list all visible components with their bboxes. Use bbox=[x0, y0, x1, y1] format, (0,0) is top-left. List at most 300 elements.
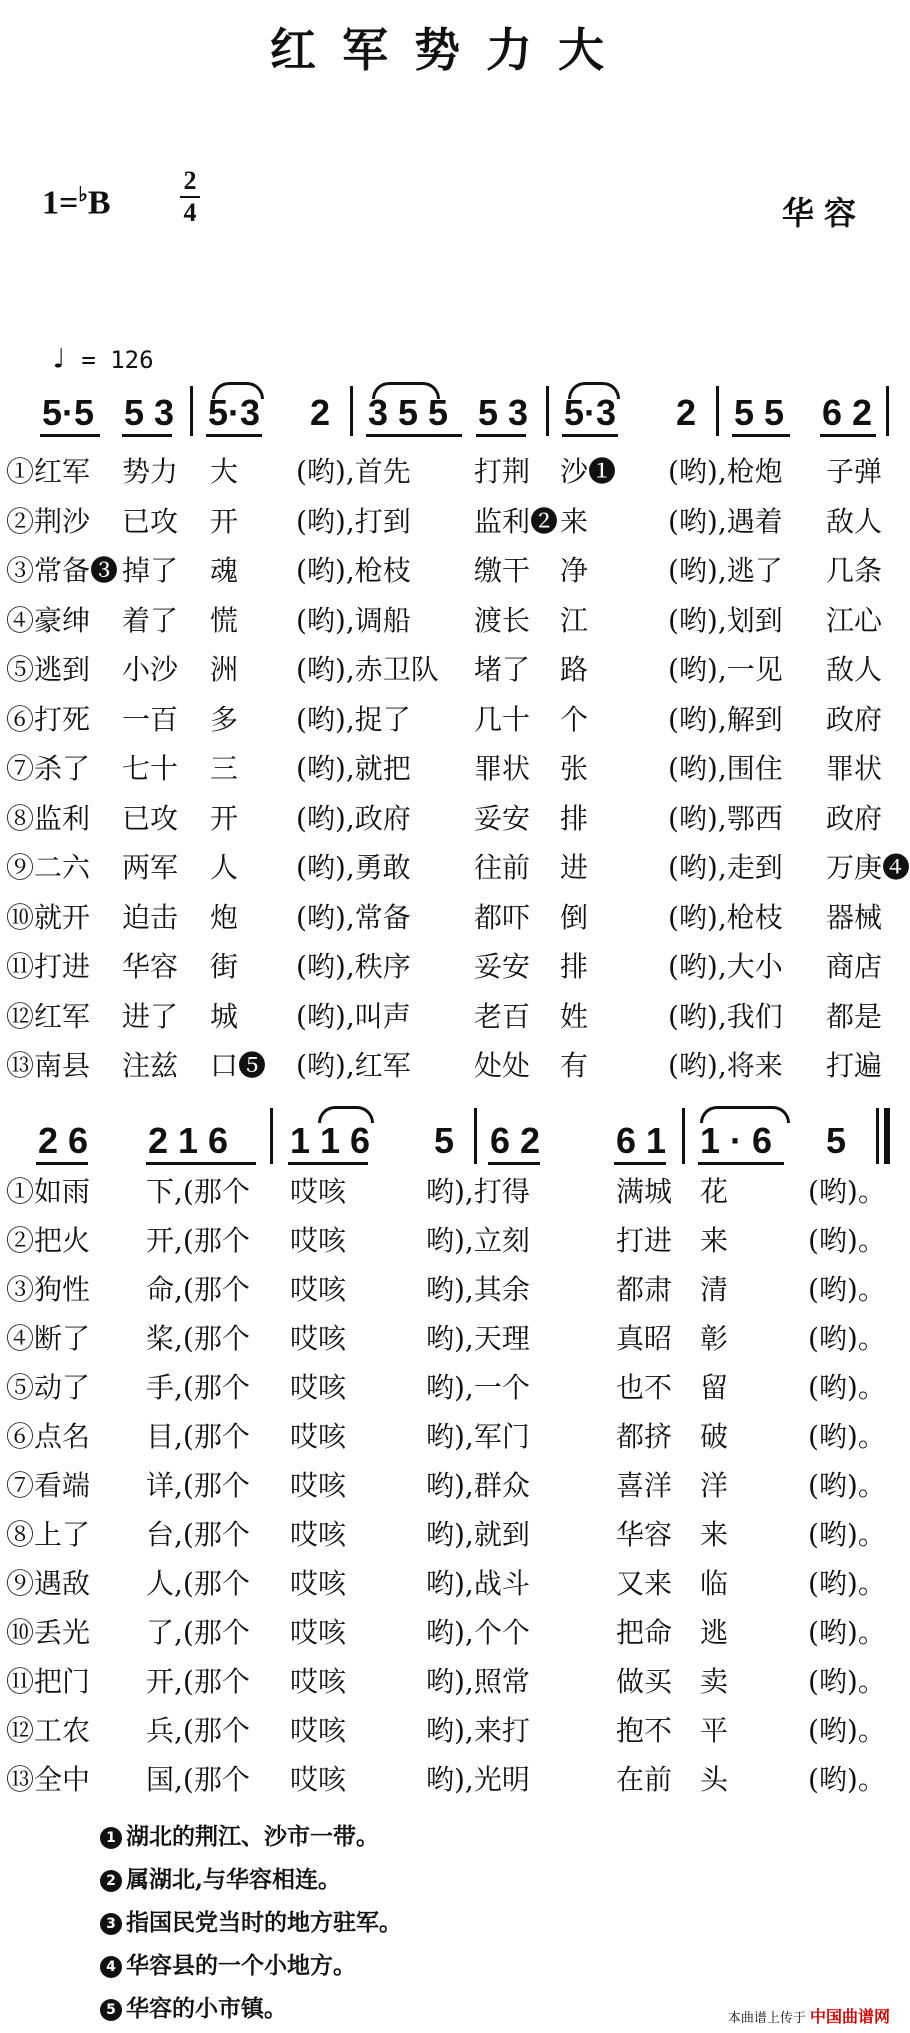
lyric-cell: 哎咳 bbox=[290, 1518, 347, 1551]
lyric-cell: 抱不 bbox=[616, 1714, 673, 1747]
bar-line bbox=[474, 1108, 477, 1164]
lyric-cell: ③狗性 bbox=[6, 1273, 91, 1306]
lyric-cell: 罪状 bbox=[474, 752, 531, 785]
bar-line bbox=[546, 386, 549, 436]
lyric-cell: (哟),捉了 bbox=[296, 702, 411, 736]
lyric-cell: (哟),解到 bbox=[668, 702, 783, 736]
notation-line-1 bbox=[0, 392, 900, 442]
lyric-cell: 哎咳 bbox=[290, 1322, 347, 1355]
lyric-cell: 几十 bbox=[474, 702, 531, 736]
bar-line bbox=[270, 1108, 273, 1164]
lyric-cell: 监利❷ bbox=[474, 504, 559, 538]
underline bbox=[698, 1162, 784, 1165]
key-note: B bbox=[87, 184, 111, 222]
lyric-cell: ④豪绅 bbox=[6, 603, 91, 637]
lyric-cell: (哟),政府 bbox=[296, 801, 411, 835]
underline bbox=[476, 434, 526, 437]
lyric-cell: (哟),划到 bbox=[668, 603, 783, 637]
lyric-cell: 哟),战斗 bbox=[426, 1567, 530, 1600]
lyric-cell: (哟),常备 bbox=[296, 900, 411, 934]
region-label: 华容 bbox=[781, 194, 866, 232]
lyric-cell: 处处 bbox=[474, 1049, 531, 1082]
lyric-cell: 详,(那个 bbox=[146, 1469, 250, 1502]
lyric-cell: 魂 bbox=[210, 554, 239, 587]
lyric-cell: 来 bbox=[560, 504, 589, 538]
note-group: 5·5 bbox=[42, 392, 95, 433]
underline bbox=[288, 1162, 368, 1165]
lyric-cell: ①红军 bbox=[6, 455, 91, 488]
lyric-cell: 掉了 bbox=[122, 554, 179, 587]
lyric-cell: 慌 bbox=[210, 603, 239, 637]
lyric-cell: (哟),红军 bbox=[296, 1049, 411, 1082]
lyric-cell: 两军 bbox=[122, 851, 179, 884]
lyric-cell: 留 bbox=[700, 1371, 729, 1404]
lyric-cell: 哟),个个 bbox=[426, 1616, 530, 1649]
lyric-cell: 哟),立刻 bbox=[426, 1224, 530, 1257]
footnote bbox=[100, 1815, 402, 1858]
lyric-cell: ⑨二六 bbox=[6, 851, 91, 884]
lyric-cell: 哎咳 bbox=[290, 1469, 347, 1502]
lyric-cell: (哟)。 bbox=[808, 1224, 886, 1257]
lyric-cell: 缴干 bbox=[474, 554, 531, 587]
lyric-cell: 哟),就到 bbox=[426, 1518, 530, 1551]
lyric-cell: 三 bbox=[210, 752, 239, 785]
note-group: 3 5 5 bbox=[368, 392, 449, 433]
lyric-cell: ⑤逃到 bbox=[6, 653, 91, 686]
lyric-row bbox=[0, 1464, 900, 1504]
lyric-cell: 注兹 bbox=[122, 1049, 179, 1082]
lyric-cell: (哟),叫声 bbox=[296, 999, 411, 1033]
lyric-cell: 万庚❹ bbox=[826, 851, 910, 884]
lyric-cell: 把命 bbox=[616, 1616, 673, 1649]
lyric-cell: 张 bbox=[560, 752, 589, 785]
lyric-cell: 江心 bbox=[826, 603, 883, 637]
lyric-cell: 倒 bbox=[560, 900, 589, 934]
lyric-cell: 净 bbox=[560, 554, 589, 587]
lyric-cell: 逃 bbox=[700, 1616, 729, 1649]
lyric-cell: ⑨遇敌 bbox=[6, 1567, 91, 1600]
lyric-cell: 哟),光明 bbox=[426, 1763, 530, 1796]
lyric-cell: ⑫工农 bbox=[6, 1714, 91, 1747]
lyric-cell: 哎咳 bbox=[290, 1665, 347, 1698]
lyric-cell: 平 bbox=[700, 1714, 729, 1747]
lyric-cell: 敌人 bbox=[826, 504, 883, 538]
footnote-text: 华容的小市镇。 bbox=[126, 1995, 287, 2022]
lyric-cell: 城 bbox=[210, 999, 239, 1033]
lyric-row bbox=[0, 1044, 900, 1084]
underline bbox=[206, 434, 262, 437]
lyric-cell: 手,(那个 bbox=[146, 1371, 250, 1404]
lyric-cell: 哎咳 bbox=[290, 1175, 347, 1208]
lyric-cell: 清 bbox=[700, 1273, 729, 1306]
lyric-cell: 口❺ bbox=[210, 1049, 267, 1082]
lyric-cell: 一百 bbox=[122, 702, 179, 736]
footnote-mark-icon: 1 bbox=[100, 1827, 122, 1849]
lyric-cell: 台,(那个 bbox=[146, 1518, 250, 1551]
lyric-cell: (哟)。 bbox=[808, 1322, 886, 1355]
note-group: 6 2 bbox=[490, 1120, 541, 1161]
footnote-text: 华容县的一个小地方。 bbox=[126, 1952, 356, 1979]
lyric-cell: 哟),照常 bbox=[426, 1665, 530, 1698]
lyric-cell: 街 bbox=[210, 950, 239, 983]
lyric-cell: 商店 bbox=[826, 950, 883, 983]
bar-line bbox=[716, 386, 719, 436]
lyric-row bbox=[0, 1562, 900, 1602]
lyric-cell: 哎咳 bbox=[290, 1714, 347, 1747]
key-base: 1= bbox=[42, 184, 79, 222]
lyric-cell: 老百 bbox=[474, 999, 531, 1033]
flat-symbol: ♭ bbox=[78, 184, 88, 206]
lyric-cell: 打进 bbox=[616, 1224, 673, 1257]
lyric-row bbox=[0, 500, 900, 540]
lyric-cell: (哟),大小 bbox=[668, 950, 783, 983]
note-group: 5·3 bbox=[208, 392, 261, 433]
lyric-row bbox=[0, 450, 900, 490]
lyric-cell: ⑩就开 bbox=[6, 900, 91, 934]
note-group: 5 3 bbox=[124, 392, 175, 433]
lyric-cell: 江 bbox=[560, 603, 589, 637]
bar-line bbox=[350, 386, 353, 436]
lyric-cell: 路 bbox=[560, 653, 589, 686]
lyric-cell: 哟),来打 bbox=[426, 1714, 530, 1747]
lyric-cell: 已攻 bbox=[122, 504, 179, 538]
lyric-cell: 势力 bbox=[122, 455, 179, 488]
lyric-row bbox=[0, 1170, 900, 1210]
lyric-cell: 已攻 bbox=[122, 801, 179, 835]
underline bbox=[614, 1162, 666, 1165]
lyric-cell: (哟)。 bbox=[808, 1371, 886, 1404]
lyric-cell: 花 bbox=[700, 1175, 729, 1208]
lyric-cell: (哟),枪炮 bbox=[668, 455, 783, 488]
note-group: 2 bbox=[310, 392, 331, 433]
lyric-cell: ②荆沙 bbox=[6, 504, 91, 538]
lyric-cell: 子弹 bbox=[826, 455, 883, 488]
lyric-cell: 进了 bbox=[122, 999, 179, 1033]
footnote-mark-icon: 5 bbox=[100, 1999, 122, 2021]
lyric-row bbox=[0, 945, 900, 985]
lyric-cell: 政府 bbox=[826, 702, 883, 736]
footnote-mark-icon: 4 bbox=[100, 1956, 122, 1978]
lyric-cell: (哟),鄂西 bbox=[668, 801, 783, 835]
lyric-cell: (哟),遇着 bbox=[668, 504, 783, 538]
note-group: 2 1 6 bbox=[148, 1120, 229, 1161]
lyric-row bbox=[0, 1709, 900, 1749]
lyric-cell: (哟),就把 bbox=[296, 752, 411, 785]
lyric-cell: (哟)。 bbox=[808, 1518, 886, 1551]
lyric-cell: 兵,(那个 bbox=[146, 1714, 250, 1747]
lyric-cell: 了,(那个 bbox=[146, 1616, 250, 1649]
lyric-cell: 哎咳 bbox=[290, 1567, 347, 1600]
underline bbox=[366, 434, 462, 437]
lyric-cell: (哟),调船 bbox=[296, 603, 411, 637]
lyric-cell: 做买 bbox=[616, 1665, 673, 1698]
footnotes bbox=[100, 1815, 402, 2030]
source-site: 中国曲谱网 bbox=[809, 2007, 890, 2026]
underline bbox=[146, 1162, 256, 1165]
lyric-cell: 政府 bbox=[826, 801, 883, 835]
lyric-cell: 多 bbox=[210, 702, 239, 736]
slur bbox=[372, 382, 440, 399]
lyric-cell: 国,(那个 bbox=[146, 1763, 250, 1796]
lyric-cell: 往前 bbox=[474, 851, 531, 884]
lyric-cell: 哎咳 bbox=[290, 1371, 347, 1404]
lyric-cell: ①如雨 bbox=[6, 1175, 91, 1208]
lyric-cell: ⑥打死 bbox=[6, 702, 91, 736]
lyric-row bbox=[0, 846, 910, 886]
lyric-cell: ⑪打进 bbox=[6, 950, 91, 983]
lyric-cell: 哟),打得 bbox=[426, 1175, 530, 1208]
lyric-cell: 喜洋 bbox=[616, 1469, 673, 1502]
source-credit bbox=[728, 2004, 890, 2027]
lyric-cell: 渡长 bbox=[474, 603, 531, 637]
lyric-cell: (哟)。 bbox=[808, 1616, 886, 1649]
lyric-row bbox=[0, 1268, 900, 1308]
lyric-cell: (哟),围住 bbox=[668, 752, 783, 785]
lyric-cell: 华容 bbox=[616, 1518, 673, 1551]
lyric-cell: 沙❶ bbox=[560, 455, 617, 488]
lyric-cell: 又来 bbox=[616, 1567, 673, 1600]
footnote bbox=[100, 1944, 402, 1987]
footnote-text: 湖北的荆江、沙市一带。 bbox=[126, 1823, 379, 1850]
lyric-cell: (哟),将来 bbox=[668, 1049, 783, 1082]
lyric-cell: 都肃 bbox=[616, 1273, 673, 1306]
note-group: 5 5 bbox=[734, 392, 785, 433]
lyric-cell: (哟)。 bbox=[808, 1665, 886, 1698]
lyric-cell: 哟),其余 bbox=[426, 1273, 530, 1306]
lyric-row bbox=[0, 1317, 900, 1357]
lyric-cell: 开,(那个 bbox=[146, 1224, 250, 1257]
lyric-cell: 打遍 bbox=[826, 1049, 883, 1082]
underline bbox=[732, 434, 790, 437]
lyric-cell: (哟),赤卫队 bbox=[296, 653, 439, 686]
lyric-row bbox=[0, 995, 900, 1035]
lyric-cell: 人,(那个 bbox=[146, 1567, 250, 1600]
lyric-cell: ⑦看端 bbox=[6, 1469, 91, 1502]
lyric-cell: 都是 bbox=[826, 999, 883, 1033]
lyric-cell: (哟),枪枝 bbox=[668, 900, 783, 934]
lyric-cell: 目,(那个 bbox=[146, 1420, 250, 1453]
lyric-cell: 小沙 bbox=[122, 653, 179, 686]
lyric-row bbox=[0, 599, 900, 639]
lyric-row bbox=[0, 896, 900, 936]
slur bbox=[212, 382, 264, 399]
lyric-cell: ②把火 bbox=[6, 1224, 91, 1257]
lyric-cell: 哟),一个 bbox=[426, 1371, 530, 1404]
lyric-row bbox=[0, 698, 900, 738]
lyric-cell: 都挤 bbox=[616, 1420, 673, 1453]
lyric-row bbox=[0, 1366, 900, 1406]
notation-line-2 bbox=[0, 1120, 900, 1170]
lyric-cell: 桨,(那个 bbox=[146, 1322, 250, 1355]
source-prefix: 本曲谱上传于 bbox=[727, 2011, 806, 2026]
lyric-cell: ⑧监利 bbox=[6, 801, 91, 835]
lyric-row bbox=[0, 1219, 900, 1259]
note-group: 5 bbox=[434, 1120, 455, 1161]
lyric-cell: 彰 bbox=[700, 1322, 729, 1355]
quarter-note-icon: ♩ bbox=[50, 342, 67, 375]
lyric-cell: ⑤动了 bbox=[6, 1371, 91, 1404]
footnote bbox=[100, 1901, 402, 1944]
lyric-cell: 命,(那个 bbox=[146, 1273, 250, 1306]
lyric-cell: 洋 bbox=[700, 1469, 729, 1502]
song-title: 红军势力大 bbox=[270, 23, 630, 77]
final-bar-line bbox=[876, 1108, 879, 1164]
lyric-cell: 临 bbox=[700, 1567, 729, 1600]
lyric-cell: 迫击 bbox=[122, 900, 179, 934]
lyric-row bbox=[0, 1513, 900, 1553]
lyric-cell: ⑪把门 bbox=[6, 1665, 91, 1698]
lyric-cell: ⑩丢光 bbox=[6, 1616, 91, 1649]
lyric-cell: 妥安 bbox=[474, 801, 531, 835]
underline bbox=[36, 1162, 88, 1165]
lyric-cell: 下,(那个 bbox=[146, 1175, 250, 1208]
lyric-cell: ③常备❸ bbox=[6, 554, 119, 587]
lyric-cell: (哟),勇敢 bbox=[296, 851, 411, 884]
lyric-cell: 华容 bbox=[122, 950, 179, 983]
lyric-cell: 哎咳 bbox=[290, 1224, 347, 1257]
lyric-cell: 都吓 bbox=[474, 900, 531, 934]
slur bbox=[318, 1106, 374, 1123]
lyric-cell: (哟)。 bbox=[808, 1763, 886, 1796]
lyric-cell: ⑦杀了 bbox=[6, 752, 91, 785]
lyric-cell: ⑬全中 bbox=[6, 1763, 91, 1796]
lyric-cell: 个 bbox=[560, 702, 589, 736]
lyric-cell: 洲 bbox=[210, 653, 239, 686]
lyric-cell: 哎咳 bbox=[290, 1616, 347, 1649]
lyric-cell: 破 bbox=[700, 1420, 729, 1453]
lyric-cell: 来 bbox=[700, 1224, 729, 1257]
bar-line bbox=[682, 1108, 685, 1164]
footnote bbox=[100, 1858, 402, 1901]
lyric-cell: 哟),天理 bbox=[426, 1322, 530, 1355]
lyric-cell: 人 bbox=[210, 851, 239, 884]
lyric-cell: 罪状 bbox=[826, 752, 883, 785]
lyric-row bbox=[0, 1758, 900, 1798]
lyric-cell: 真昭 bbox=[616, 1322, 673, 1355]
lyric-cell: ⑫红军 bbox=[6, 999, 91, 1033]
lyric-cell: 几条 bbox=[826, 554, 883, 587]
lyric-cell: 大 bbox=[210, 455, 239, 488]
lyric-cell: (哟)。 bbox=[808, 1714, 886, 1747]
lyric-cell: (哟)。 bbox=[808, 1420, 886, 1453]
lyric-cell: 姓 bbox=[560, 999, 589, 1033]
lyric-row bbox=[0, 1611, 900, 1651]
lyric-cell: (哟)。 bbox=[808, 1175, 886, 1208]
lyric-cell: ⑥点名 bbox=[6, 1420, 91, 1453]
lyric-cell: 开 bbox=[210, 504, 239, 538]
key-signature bbox=[42, 182, 111, 222]
lyric-cell: 哎咳 bbox=[290, 1763, 347, 1796]
note-group: 1 · 6 bbox=[700, 1120, 773, 1161]
underline bbox=[122, 434, 172, 437]
lyric-cell: 排 bbox=[560, 801, 589, 835]
footnote-text: 属湖北,与华容相连。 bbox=[126, 1866, 342, 1893]
lyric-row bbox=[0, 1415, 900, 1455]
lyric-cell: (哟),逃了 bbox=[668, 554, 783, 587]
slur bbox=[568, 382, 620, 399]
bar-line bbox=[886, 386, 889, 436]
lyric-cell: 器械 bbox=[826, 900, 883, 934]
underline bbox=[488, 1162, 540, 1165]
lyric-cell: (哟)。 bbox=[808, 1273, 886, 1306]
lyric-cell: (哟)。 bbox=[808, 1469, 886, 1502]
lyric-cell: 有 bbox=[560, 1049, 589, 1082]
lyric-cell: (哟),一见 bbox=[668, 653, 783, 686]
lyric-cell: 卖 bbox=[700, 1665, 729, 1698]
lyric-cell: 满城 bbox=[616, 1175, 673, 1208]
lyric-cell: 打荆 bbox=[474, 455, 531, 488]
lyric-row bbox=[0, 549, 900, 589]
meter-bottom: 4 bbox=[183, 198, 197, 227]
lyric-row bbox=[0, 747, 900, 787]
lyric-cell: 堵了 bbox=[474, 653, 531, 686]
underline bbox=[562, 434, 618, 437]
lyric-cell: 也不 bbox=[616, 1371, 673, 1404]
lyric-cell: (哟),首先 bbox=[296, 455, 411, 488]
lyric-cell: 进 bbox=[560, 851, 589, 884]
lyric-cell: 排 bbox=[560, 950, 589, 983]
lyric-row bbox=[0, 797, 900, 837]
lyric-cell: ⑬南县 bbox=[6, 1049, 91, 1082]
lyric-cell: ⑧上了 bbox=[6, 1518, 91, 1551]
lyric-cell: 头 bbox=[700, 1763, 729, 1796]
lyric-row bbox=[0, 1660, 900, 1700]
time-signature bbox=[180, 166, 200, 228]
lyric-cell: (哟),我们 bbox=[668, 999, 783, 1033]
note-group: 2 6 bbox=[38, 1120, 89, 1161]
lyric-cell: 哟),军门 bbox=[426, 1420, 530, 1453]
tempo-marking bbox=[50, 342, 154, 375]
lyric-cell: 开 bbox=[210, 801, 239, 835]
slur bbox=[700, 1106, 790, 1123]
lyric-cell: 哟),群众 bbox=[426, 1469, 530, 1502]
lyric-cell: 来 bbox=[700, 1518, 729, 1551]
lyric-cell: 开,(那个 bbox=[146, 1665, 250, 1698]
lyric-cell: 敌人 bbox=[826, 653, 883, 686]
note-group: 6 1 bbox=[616, 1120, 667, 1161]
lyric-cell: (哟),打到 bbox=[296, 504, 411, 538]
underline bbox=[40, 434, 100, 437]
bar-line bbox=[190, 386, 193, 436]
lyric-cell: (哟)。 bbox=[808, 1567, 886, 1600]
note-group: 1 1 6 bbox=[290, 1120, 371, 1161]
lyric-cell: 妥安 bbox=[474, 950, 531, 983]
meter-top: 2 bbox=[183, 166, 197, 195]
lyric-cell: 哎咳 bbox=[290, 1273, 347, 1306]
footnote-text: 指国民党当时的地方驻军。 bbox=[126, 1909, 402, 1936]
lyric-cell: (哟),走到 bbox=[668, 851, 783, 884]
lyric-cell: 七十 bbox=[122, 752, 179, 785]
note-group: 6 2 bbox=[822, 392, 873, 433]
underline bbox=[820, 434, 876, 437]
lyric-cell: 在前 bbox=[616, 1763, 673, 1796]
footnote-mark-icon: 2 bbox=[100, 1870, 122, 1892]
lyric-cell: ④断了 bbox=[6, 1322, 91, 1355]
lyric-cell: (哟),枪枝 bbox=[296, 554, 411, 587]
note-group: 5 3 bbox=[478, 392, 529, 433]
footnote bbox=[100, 1987, 402, 2030]
lyric-cell: 哎咳 bbox=[290, 1420, 347, 1453]
lyric-cell: 着了 bbox=[122, 603, 179, 637]
final-bar-line-thick bbox=[884, 1108, 890, 1164]
lyric-row bbox=[0, 648, 900, 688]
tempo-value: = 126 bbox=[81, 346, 154, 374]
note-group: 2 bbox=[676, 392, 697, 433]
note-group: 5·3 bbox=[564, 392, 617, 433]
note-group: 5 bbox=[826, 1120, 847, 1161]
footnote-mark-icon: 3 bbox=[100, 1913, 122, 1935]
lyric-cell: 炮 bbox=[210, 900, 239, 934]
